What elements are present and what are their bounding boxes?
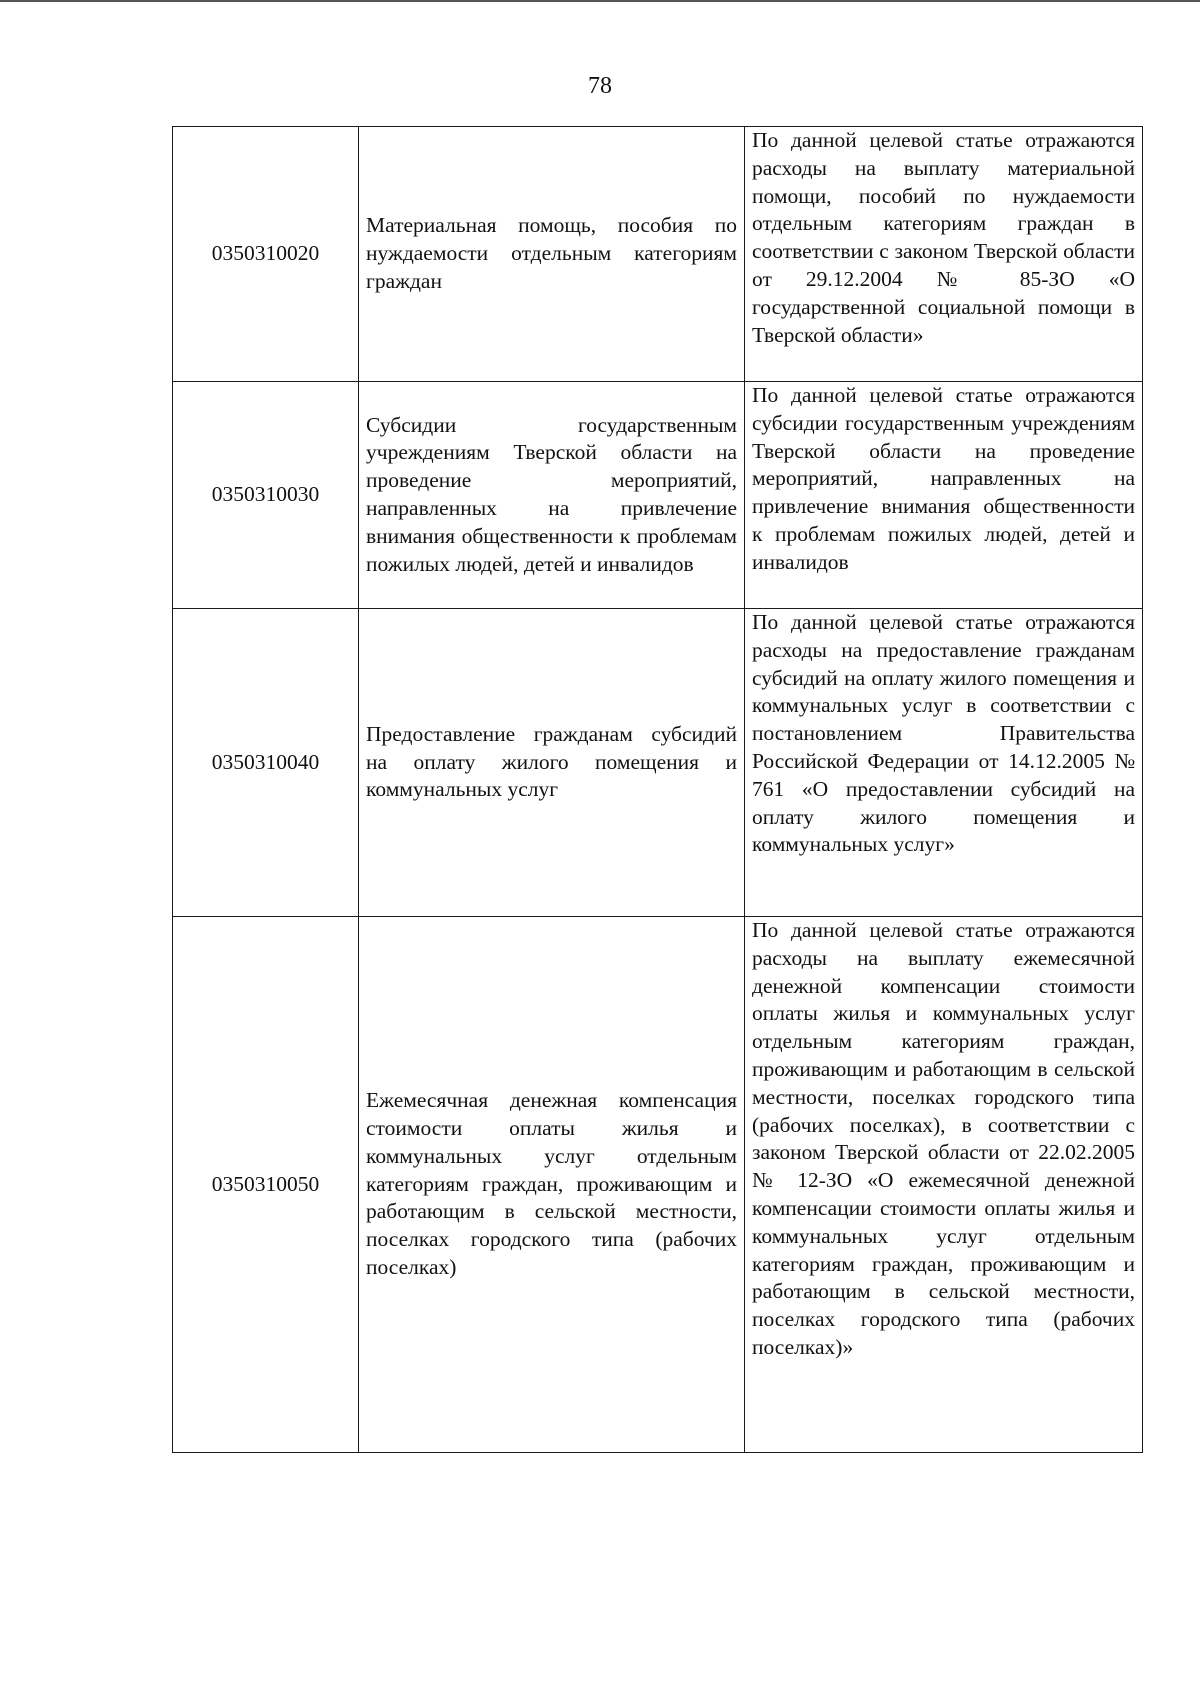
article-description: По данной целевой статье отражаются субсидии государственным учреждениям Тверской области на проведение мероприятий, направленных на привлечение внимания общественности к проблемам пожилых людей, детей и инвалидов [745, 382, 1143, 609]
table-row [173, 127, 1143, 382]
article-name: Предоставление гражданам субсидий на оплату жилого помещения и коммунальных услуг [359, 609, 745, 917]
article-description: По данной целевой статье отражаются расходы на выплату ежемесячной денежной компенсации стоимости оплаты жилья и коммунальных услуг отдельным категориям граждан, проживающим и работающим в сельской местности, поселках городского типа (рабочих поселках), в соответствии с законом Тверской области от 22.02.2005 № 12-ЗО «О ежемесячной денежной компенсации стоимости оплаты жилья и коммунальных услуг отдельным категориям граждан, проживающим и работающим в сельской местности, поселках городского типа (рабочих поселках)» [745, 917, 1143, 1453]
article-code: 0350310030 [173, 382, 359, 609]
article-description: По данной целевой статье отражаются расходы на выплату материальной помощи, пособий по нуждаемости отдельным категориям граждан в соответствии с законом Тверской области от 29.12.2004 № 85-ЗО «О государственной социальной помощи в Тверской области» [745, 127, 1143, 382]
target-article-table [172, 126, 1143, 1453]
article-description: По данной целевой статье отражаются расходы на предоставление гражданам субсидий на оплату жилого помещения и коммунальных услуг в соответствии с постановлением Правительства Российской Федерации от 14.12.2005 № 761 «О предоставлении субсидий на оплату жилого помещения и коммунальных услуг» [745, 609, 1143, 917]
article-name: Субсидии государственным учреждениям Тверской области на проведение мероприятий, направленных на привлечение внимания общественности к проблемам пожилых людей, детей и инвалидов [359, 382, 745, 609]
table-row [173, 917, 1143, 1453]
table-row [173, 609, 1143, 917]
table-row [173, 382, 1143, 609]
article-name: Материальная помощь, пособия по нуждаемости отдельным категориям граждан [359, 127, 745, 382]
article-code: 0350310020 [173, 127, 359, 382]
article-name: Ежемесячная денежная компенсация стоимости оплаты жилья и коммунальных услуг отдельным категориям граждан, проживающим и работающим в сельской местности, поселках городского типа (рабочих поселках) [359, 917, 745, 1453]
scan-edge-line [0, 0, 1200, 2]
article-code: 0350310050 [173, 917, 359, 1453]
article-code: 0350310040 [173, 609, 359, 917]
page-number: 78 [588, 73, 612, 99]
